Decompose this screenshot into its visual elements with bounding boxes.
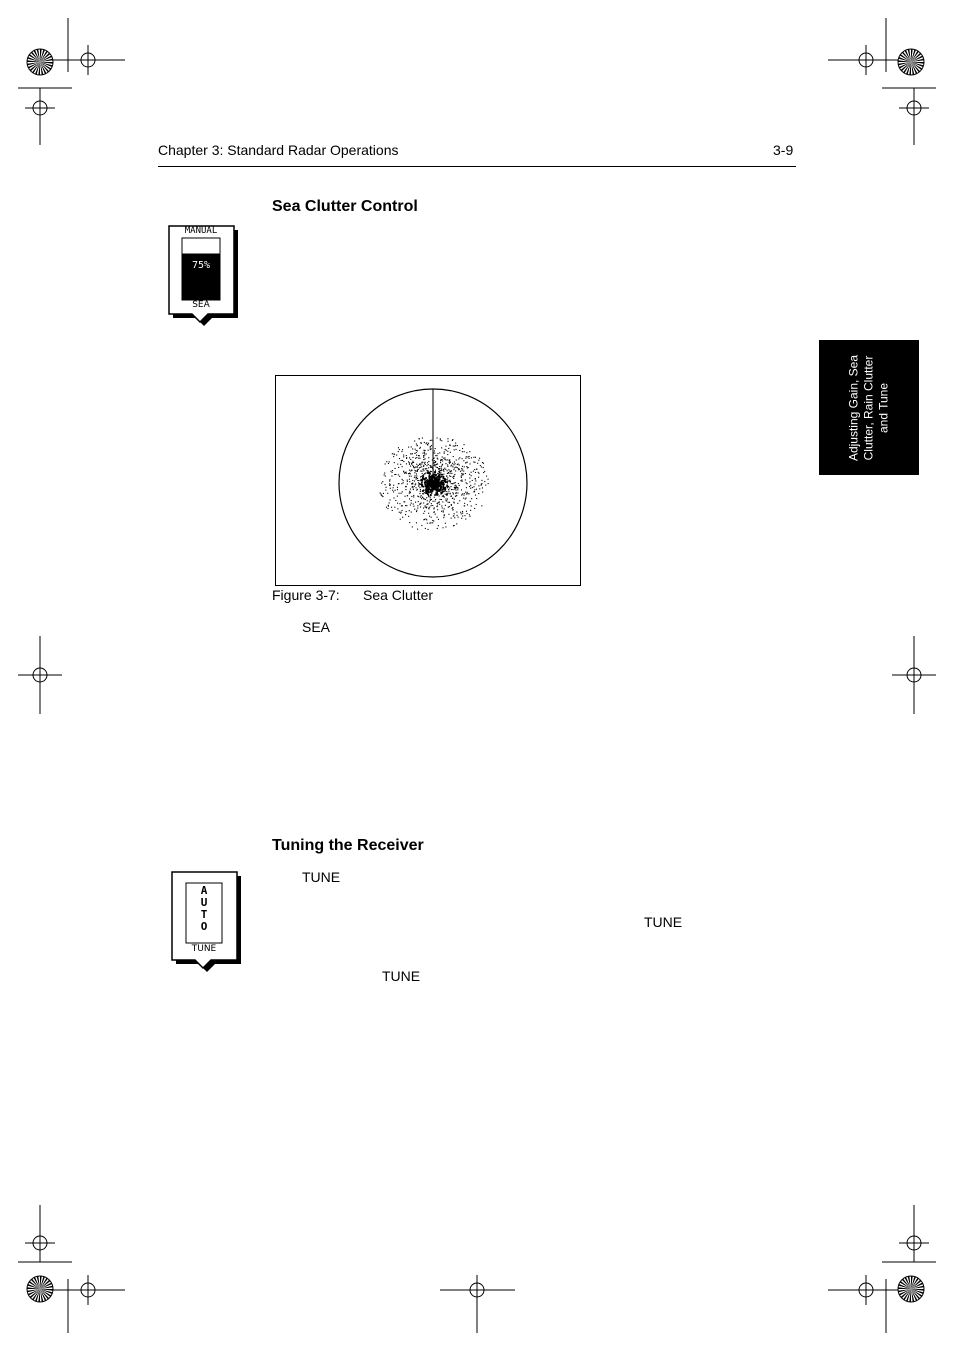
sea-body-keyword: SEA [302,619,331,635]
chapter-side-tab [819,340,919,475]
header-page-number: 3-9 [773,142,794,158]
header-chapter-title: Chapter 3: Standard Radar Operations [158,142,399,158]
tuning-heading: Tuning the Receiver [272,837,424,854]
sea-clutter-heading: Sea Clutter Control [272,198,418,215]
header-rule [158,166,796,167]
figure-caption-title: Sea Clutter [363,587,434,603]
tune-body-keyword-2: TUNE [644,914,683,930]
sea-clutter-figure [275,375,581,586]
figure-caption-number: Figure 3-7: [272,587,340,603]
tune-softkey-mode-label: AUTO [200,884,208,933]
tune-body-keyword-1: TUNE [302,869,341,885]
tune-body-keyword-3: TUNE [382,968,421,984]
sea-softkey-mode-label: MANUAL [184,226,218,236]
sea-softkey-level-label: 75% [191,260,211,271]
tune-softkey-icon [171,871,243,975]
tune-softkey-key-label: TUNE [191,944,217,954]
sea-softkey-icon [168,225,240,329]
side-tab-text: Adjusting Gain, Sea Clutter, Rain Clutter and Tune [846,354,891,461]
radar-display [276,376,580,585]
sea-softkey-key-label: SEA [192,300,210,310]
